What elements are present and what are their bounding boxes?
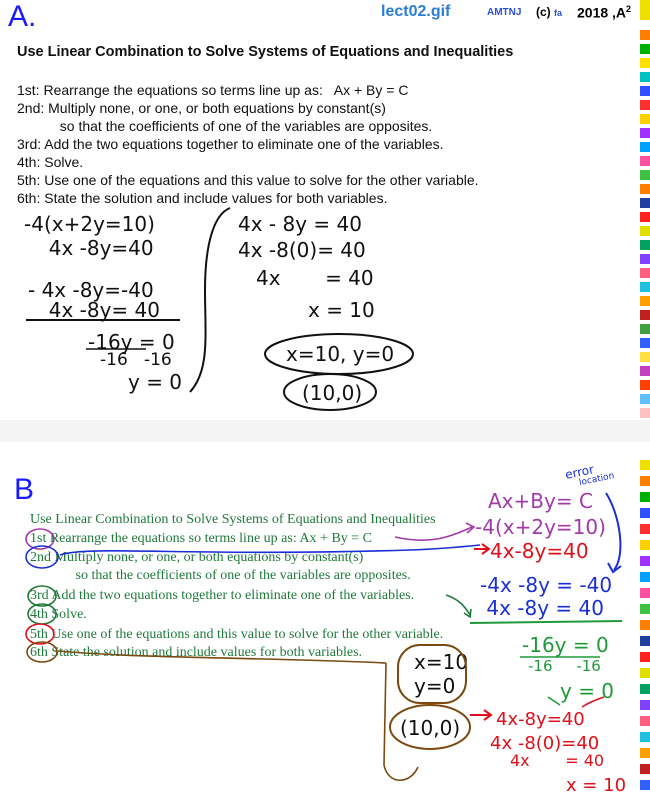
arrow-6th	[58, 651, 386, 663]
purple-eq-1: -4(x+2y=10)	[475, 515, 606, 539]
panel-b-drawing	[0, 445, 638, 800]
b-step-4-text: Solve.	[47, 607, 87, 622]
panel-b-title: Use Linear Combination to Solve Systems of Equations and Inequalities	[30, 512, 436, 527]
green-eq-2: -16 -16	[528, 657, 601, 675]
step-2: 2nd: Multiply none, or one, or both equations by constant(s)	[17, 100, 386, 116]
b-step-2-tag: 2nd	[30, 550, 51, 565]
year-text: 2018 ,A	[577, 4, 627, 21]
work-left-4: 4x -8y= 40	[36, 298, 160, 322]
red-sub-3: 4x = 40	[510, 751, 605, 770]
step-3: 3rd: Add the two equations together to eliminate one of the variables.	[17, 136, 444, 152]
copyright-symbol: (c)	[536, 5, 551, 19]
red-sub-4: x = 10	[566, 775, 627, 796]
work-right-6: (10,0)	[302, 381, 363, 405]
green-eq-3: y = 0	[560, 679, 615, 703]
work-left-2: 4x -8y=40	[36, 236, 154, 260]
circle-6th	[27, 642, 57, 662]
purple-standard-form: Ax+By= C	[488, 489, 593, 513]
b-step-2-text: Multiply none, or one, or both equations by constant(s)	[51, 550, 364, 565]
green-sum-line	[470, 621, 622, 623]
blue-eq-2: 4x -8y = 40	[480, 596, 604, 620]
answer-oval	[265, 334, 413, 374]
work-right-1: 4x - 8y = 40	[238, 212, 362, 236]
red-sub-1: 4x-8y=40	[496, 709, 585, 730]
b-step-5-tag: 5th	[30, 627, 48, 642]
green-eq-1: -16y = 0	[522, 633, 609, 657]
year-sup: 2	[626, 4, 632, 14]
work-left-3: - 4x -8y=-40	[28, 278, 154, 302]
circle-4th	[28, 604, 56, 624]
file-name: lect02.gif	[381, 3, 451, 20]
brown-x: x=10	[414, 650, 469, 674]
arrow-1st	[395, 527, 472, 540]
step-4: 4th: Solve.	[17, 154, 84, 170]
b-step-3-tag: 3rd	[30, 588, 49, 603]
b-step-1-text: Rearrange the equations so terms line up as: Ax + By = C	[46, 531, 373, 546]
brown-y: y=0	[414, 674, 456, 698]
red-eq-2: 4x-8y=40	[490, 539, 589, 563]
b-step-4-tag: 4th	[30, 607, 48, 622]
error-arrow	[606, 493, 620, 570]
copyright-sub: fa	[554, 8, 563, 18]
bracket-curve	[190, 208, 230, 392]
b-step-6-text: State the solution and include values for both variables.	[47, 645, 363, 660]
b-step-5-text: Use one of the equations and this value to solve for the other variable.	[47, 627, 444, 642]
work-right-2: 4x -8(0)= 40	[238, 238, 366, 262]
work-left-7: y = 0	[128, 370, 183, 394]
b-step-2-cont: so that the coefficients of one of the variables are opposites.	[30, 568, 411, 583]
b-step-6-tag: 6th	[30, 645, 48, 660]
work-left-5: -16y = 0	[88, 330, 175, 354]
circle-5th	[26, 624, 54, 644]
panel-a-letter: A.	[8, 0, 37, 33]
b-step-3-text: Add the two equations together to eliminate one of the variables.	[48, 588, 415, 603]
brown-point: (10,0)	[400, 716, 461, 740]
arrow-3rd	[446, 595, 470, 615]
b-step-1-tag: 1st	[30, 531, 47, 546]
panel-divider	[0, 420, 650, 442]
error-note-1: error	[563, 462, 596, 482]
arrow-2nd	[60, 545, 480, 555]
work-right-3: 4x = 40	[256, 266, 374, 290]
point-oval	[284, 374, 376, 410]
circle-3rd	[28, 586, 56, 606]
work-right-4: x = 10	[308, 298, 375, 322]
panel-b-letter: B	[14, 473, 35, 506]
brown-answer-box	[398, 645, 469, 703]
page-title: Use Linear Combination to Solve Systems of Equations and Inequalities	[17, 44, 514, 60]
step-2-cont: so that the coefficients of one of the variables are opposites.	[17, 118, 433, 134]
step-6: 6th: State the solution and include values for both variables.	[17, 190, 388, 206]
brown-point-oval	[390, 705, 470, 749]
work-left-6: -16 -16	[100, 350, 172, 370]
work-right-5: x=10, y=0	[286, 342, 395, 366]
step-1: 1st: Rearrange the equations so terms line up as: Ax + By = C	[17, 82, 409, 98]
red-sub-2: 4x -8(0)=40	[490, 733, 600, 754]
work-left-1: -4(x+2y=10)	[24, 212, 155, 236]
blue-eq-1: -4x -8y = -40	[480, 573, 613, 597]
error-note-2: location	[578, 471, 616, 489]
org-label: AMTNJ	[487, 7, 522, 18]
panel-b	[0, 445, 638, 800]
step-5: 5th: Use one of the equations and this value to solve for the other variable.	[17, 172, 479, 188]
